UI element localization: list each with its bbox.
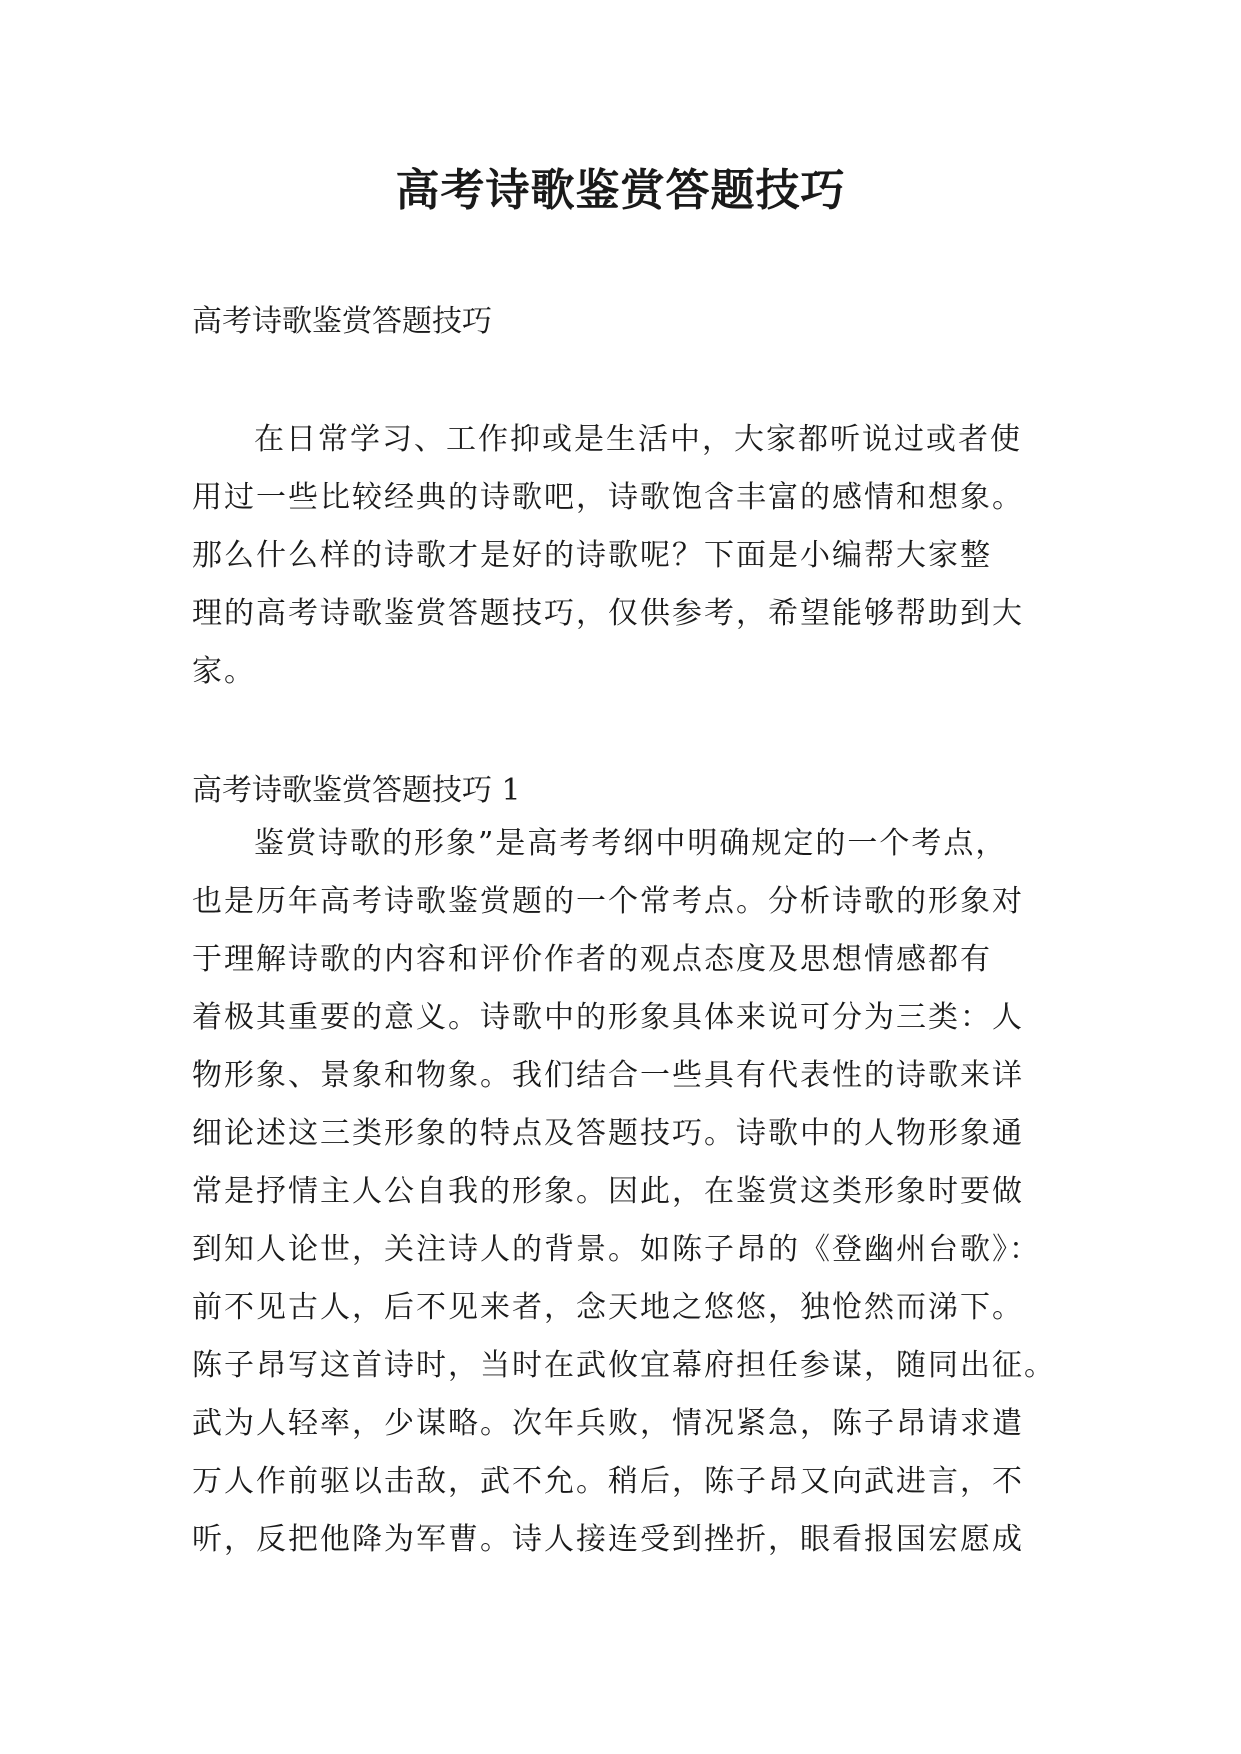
section-paragraph	[192, 815, 1072, 1569]
section-line: 着极其重要的意义。诗歌中的形象具体来说可分为三类：人	[192, 1000, 1024, 1035]
section-line: 前不见古人，后不见来者，念天地之悠悠，独怆然而涕下。	[192, 1290, 1024, 1325]
intro-line: 那么什么样的诗歌才是好的诗歌呢？下面是小编帮大家整	[192, 538, 992, 573]
section-line: 到知人论世，关注诗人的背景。如陈子昂的《登幽州台歌》：	[192, 1232, 1041, 1267]
intro-line: 在日常学习、工作抑或是生活中，大家都听说过或者使	[254, 422, 1022, 457]
intro-paragraph	[192, 411, 1072, 701]
section-line: 常是抒情主人公自我的形象。因此，在鉴赏这类形象时要做	[192, 1174, 1024, 1209]
section-line: 细论述这三类形象的特点及答题技巧。诗歌中的人物形象通	[192, 1116, 1024, 1151]
section-line: 武为人轻率，少谋略。次年兵败，情况紧急，陈子昂请求遣	[192, 1406, 1024, 1441]
section-line: 也是历年高考诗歌鉴赏题的一个常考点。分析诗歌的形象对	[192, 884, 1024, 919]
section-line: 于理解诗歌的内容和评价作者的观点态度及思想情感都有	[192, 942, 992, 977]
section-line: 听，反把他降为军曹。诗人接连受到挫折，眼看报国宏愿成	[192, 1522, 1024, 1557]
section-line: 万人作前驱以击敌，武不允。稍后，陈子昂又向武进言，不	[192, 1464, 1024, 1499]
section-heading: 高考诗歌鉴赏答题技巧 1	[192, 773, 521, 808]
section-line: 鉴赏诗歌的形象”是高考考纲中明确规定的一个考点，	[254, 826, 1008, 861]
intro-line: 理的高考诗歌鉴赏答题技巧，仅供参考，希望能够帮助到大	[192, 596, 1024, 631]
section-line: 陈子昂写这首诗时，当时在武攸宜幕府担任参谋，随同出征。	[192, 1348, 1056, 1383]
intro-line: 用过一些比较经典的诗歌吧，诗歌饱含丰富的感情和想象。	[192, 480, 1024, 515]
document-title: 高考诗歌鉴赏答题技巧	[395, 165, 846, 216]
intro-line: 家。	[192, 654, 256, 689]
document-subtitle: 高考诗歌鉴赏答题技巧	[192, 304, 492, 339]
section-line: 物形象、景象和物象。我们结合一些具有代表性的诗歌来详	[192, 1058, 1024, 1093]
